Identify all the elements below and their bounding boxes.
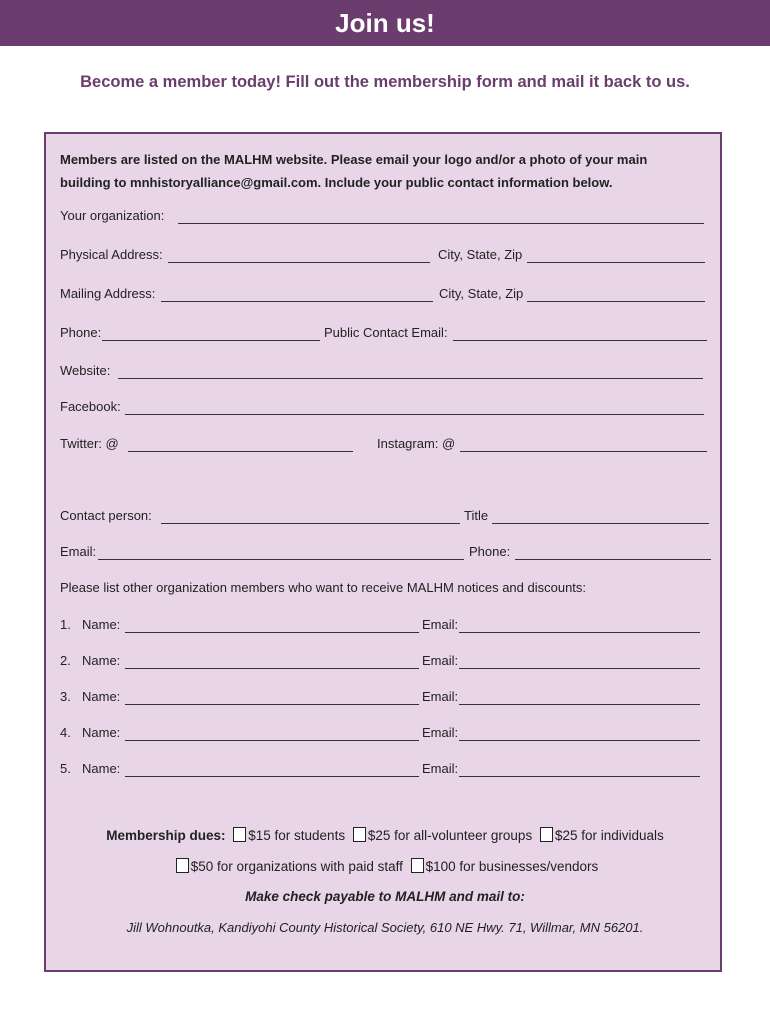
- form-intro: [60, 148, 700, 194]
- member-number: 1.: [60, 617, 71, 632]
- individuals-checkbox[interactable]: [540, 827, 553, 842]
- physical-city-state-zip-field[interactable]: [527, 262, 705, 263]
- member-name-field[interactable]: [125, 668, 419, 669]
- phone-field[interactable]: [102, 340, 320, 341]
- member-email-label: Email:: [422, 725, 459, 740]
- member-name-label: Name:: [82, 689, 121, 704]
- member-name-label: Name:: [82, 653, 121, 668]
- member-name-field[interactable]: [125, 632, 419, 633]
- member-email-field[interactable]: [459, 632, 700, 633]
- contact-person-field[interactable]: [161, 523, 460, 524]
- intro-line-1: Members are listed on the MALHM website. Please email your logo and/or a photo of your main: [60, 152, 648, 167]
- payable-note: Make check payable to MALHM and mail to:: [245, 889, 525, 904]
- instagram-field[interactable]: [460, 451, 707, 452]
- member-email-label: Email:: [422, 689, 459, 704]
- dues-option-businesses: $100 for businesses/vendors: [425, 859, 599, 874]
- dues-option-organizations: $50 for organizations with paid staff: [190, 859, 403, 874]
- phone2-field[interactable]: [515, 559, 711, 560]
- member-name-label: Name:: [82, 761, 121, 776]
- member-number: 2.: [60, 653, 71, 668]
- email-label: Email:: [60, 544, 97, 559]
- email-field[interactable]: [98, 559, 464, 560]
- organization-field[interactable]: [178, 223, 704, 224]
- mailing-address-label: Mailing Address:: [60, 286, 156, 301]
- physical-address-field[interactable]: [168, 262, 430, 263]
- dues-label: Membership dues:: [106, 828, 226, 843]
- facebook-field[interactable]: [125, 414, 704, 415]
- member-name-field[interactable]: [125, 704, 419, 705]
- title-field[interactable]: [492, 523, 709, 524]
- dues-row-1: [46, 827, 724, 843]
- membership-form: [44, 132, 722, 972]
- member-email-field[interactable]: [459, 668, 700, 669]
- member-email-field[interactable]: [459, 740, 700, 741]
- public-email-label: Public Contact Email:: [324, 325, 448, 340]
- dues-option-students: $15 for students: [248, 828, 346, 843]
- dues-option-individuals: $25 for individuals: [554, 828, 664, 843]
- public-email-field[interactable]: [453, 340, 707, 341]
- website-field[interactable]: [118, 378, 703, 379]
- member-number: 4.: [60, 725, 71, 740]
- phone-label: Phone:: [60, 325, 102, 340]
- businesses-checkbox[interactable]: [411, 858, 424, 873]
- physical-address-label: Physical Address:: [60, 247, 163, 262]
- intro-line-2: building to mnhistoryalliance@gmail.com. Include your public contact information below.: [60, 175, 613, 190]
- mailing-city-state-zip-label: City, State, Zip: [439, 286, 524, 301]
- banner-title: Join us!: [0, 0, 770, 46]
- organization-label: Your organization:: [60, 208, 165, 223]
- website-label: Website:: [60, 363, 111, 378]
- member-name-label: Name:: [82, 725, 121, 740]
- member-email-label: Email:: [422, 653, 459, 668]
- member-email-label: Email:: [422, 617, 459, 632]
- facebook-label: Facebook:: [60, 399, 121, 414]
- member-name-label: Name:: [82, 617, 121, 632]
- mailing-address-field[interactable]: [161, 301, 433, 302]
- mailing-city-state-zip-field[interactable]: [527, 301, 705, 302]
- member-name-field[interactable]: [125, 776, 419, 777]
- phone2-label: Phone:: [469, 544, 511, 559]
- member-email-label: Email:: [422, 761, 459, 776]
- member-email-field[interactable]: [459, 776, 700, 777]
- dues-option-volunteer-groups: $25 for all-volunteer groups: [367, 828, 533, 843]
- students-checkbox[interactable]: [233, 827, 246, 842]
- volunteer-groups-checkbox[interactable]: [353, 827, 366, 842]
- members-prompt: Please list other organization members who want to receive MALHM notices and discounts:: [60, 580, 587, 595]
- title-label: Title: [464, 508, 489, 523]
- physical-city-state-zip-label: City, State, Zip: [438, 247, 523, 262]
- member-number: 3.: [60, 689, 71, 704]
- mail-address: Jill Wohnoutka, Kandiyohi County Historical Society, 610 NE Hwy. 71, Willmar, MN 56201.: [126, 920, 644, 935]
- twitter-label: Twitter: @: [60, 436, 119, 451]
- contact-person-label: Contact person:: [60, 508, 152, 523]
- member-email-field[interactable]: [459, 704, 700, 705]
- member-number: 5.: [60, 761, 71, 776]
- twitter-field[interactable]: [128, 451, 353, 452]
- instagram-label: Instagram: @: [377, 436, 456, 451]
- member-name-field[interactable]: [125, 740, 419, 741]
- dues-row-2: [46, 858, 724, 874]
- organizations-checkbox[interactable]: [176, 858, 189, 873]
- subtitle: Become a member today! Fill out the membership form and mail it back to us.: [80, 73, 690, 91]
